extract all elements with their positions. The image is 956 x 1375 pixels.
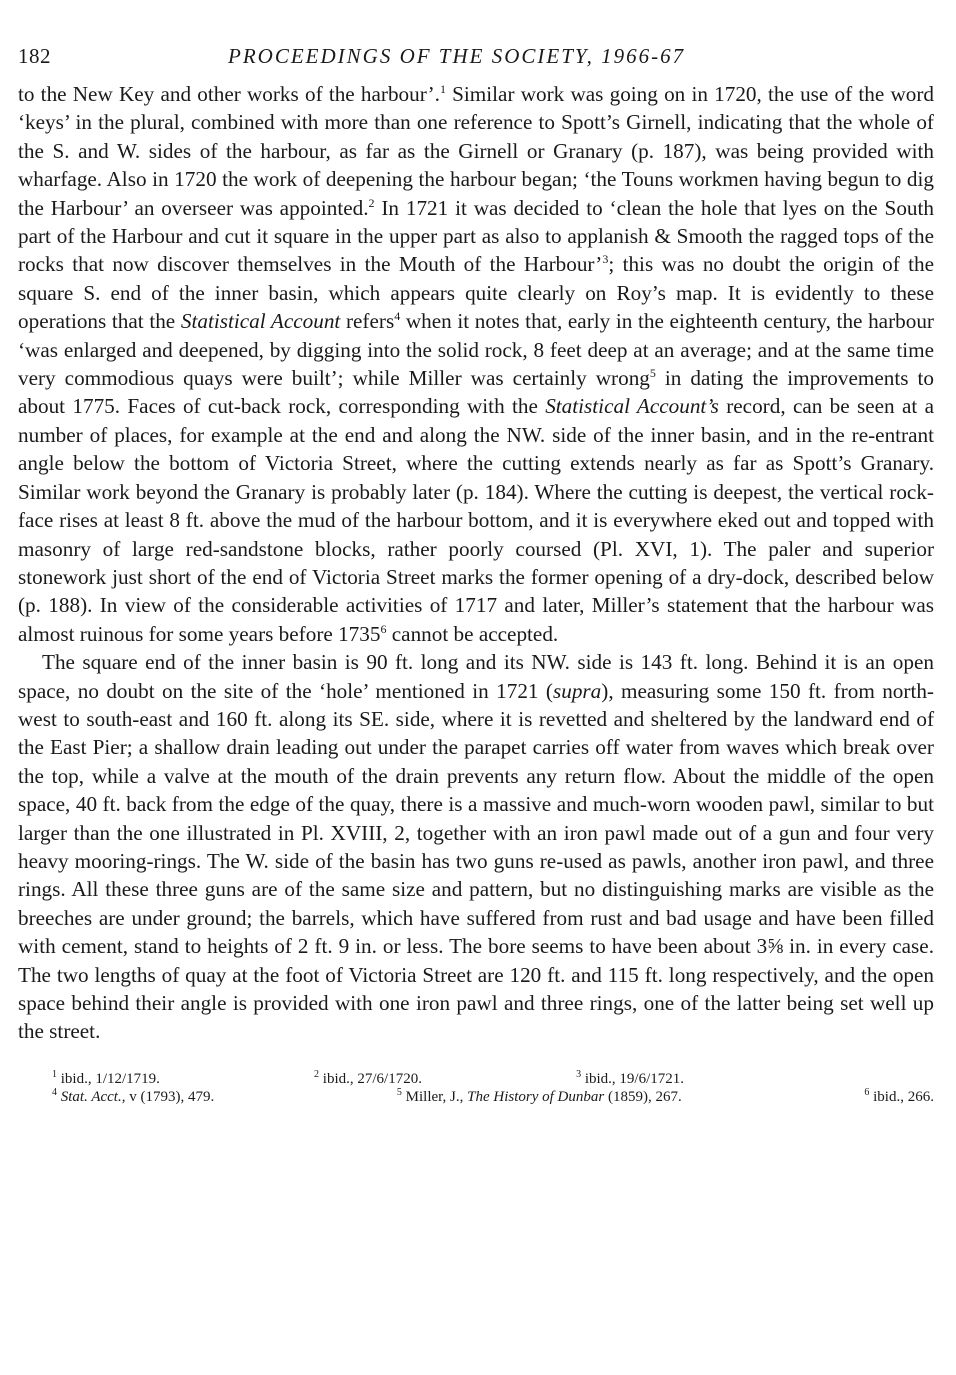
- italic-text: The History of Dunbar: [467, 1088, 605, 1105]
- footnote-ref: 2: [368, 195, 375, 210]
- text-run: ), measuring some 150 ft. from north-west to south-east and 160 ft. along its SE. side, where it is revetted and sheltered by the landward end of the East Pier; a shallow drain leading out under the parapet carries off water from waves which break over the top, while a valve at the mouth of the drain prevents any return flow. About the middle of the open space, 40 ft. back from the edge of the quay, there is a massive and much-worn wooden pawl, similar to but larger than the one illustrated in Pl. XVIII, 2, together with an iron pawl made out of a gun and four very heavy mooring-rings. The W. side of the basin has two guns re-used as pawls, another iron pawl, and three rings. All these three guns are of the same size and pattern, but no distinguishing marks are visible as the breeches are under ground; the barrels, which have suffered from rust and bad usage and have been filled with cement, stand to heights of 2 ft. 9 in. or less. The bore seems to have been about 3⅝ in. in every case. The two lengths of quay at the foot of Victoria Street are 120 ft. and 115 ft. long respectively, and the open space behind their angle is provided with one iron pawl and three rings, one of the latter being set well up the street.: [18, 678, 934, 1044]
- text-run: Similar work was going on in 1720, the use of the word ‘keys’ in the plural, combined with more than one reference to Spott’s Girnell, indicating that the whole of the S. and W. sides of the harbour, as far as the Girnell or Granary (p. 187), was being provided with wharfage. Also in 1720 the work of deepening the harbour began; ‘the Touns workmen having begun to dig the Harbour’ an overseer was appointed.: [18, 82, 934, 220]
- text-run: refers: [340, 309, 395, 334]
- text-run: in dating the improvements to about 1775. Faces of cut-back rock, corresponding with the: [18, 366, 934, 419]
- text-run: , v (1793), 479.: [121, 1088, 215, 1105]
- footnote-ref: 1: [439, 81, 446, 96]
- footnote-ref: 6: [380, 621, 387, 636]
- text-run: when it notes that, early in the eighteenth century, the harbour ‘was enlarged and deepened, by digging into the solid rock, 8 feet deep at an average; and at the same time very commodious quays were built’; while Miller was certainly wrong: [18, 309, 934, 391]
- footnote-number: 4: [52, 1086, 57, 1098]
- text-run: to the New Key and other works of the harbour’.: [18, 82, 440, 106]
- footnote-6: [864, 1088, 934, 1106]
- italic-text: Stat. Acct.: [60, 1088, 122, 1105]
- running-header: [18, 44, 934, 76]
- footnote-2: [314, 1070, 422, 1088]
- body-text: [18, 80, 934, 1046]
- text-run: The square end of the inner basin is 90 ft. long and its NW. side is 143 ft. long. Behind it is an open space, no doubt on the site of the ‘hole’ mentioned in 1721 (: [18, 650, 934, 703]
- text-run: ; this was no doubt the origin of the square S. end of the inner basin, which appears quite clearly on Roy’s map. It is evidently to these operations that the: [18, 252, 934, 334]
- text-run: ibid., 27/6/1720.: [322, 1070, 422, 1087]
- footnote-5: [397, 1088, 682, 1106]
- italic-text: supra: [552, 678, 602, 703]
- text-run: cannot be accepted.: [386, 621, 559, 646]
- paragraph-1: [18, 80, 934, 648]
- footnote-4: [52, 1088, 214, 1106]
- italic-text: Statistical Account: [180, 309, 341, 334]
- footnote-number: 5: [396, 1086, 402, 1098]
- text-run: (1859), 267.: [604, 1088, 682, 1105]
- footnote-ref: 4: [394, 309, 401, 324]
- paragraph-2: [18, 648, 934, 1046]
- italic-text: Statistical Account’s: [545, 394, 719, 419]
- footnote-row-1: [18, 1070, 934, 1088]
- footnote-3: [576, 1070, 684, 1088]
- text-run: ibid., 266.: [873, 1088, 934, 1105]
- text-run: In 1721 it was decided to ‘clean the hole that lyes on the South part of the Harbour and cut it square in the upper part as also to applanish & Smooth the ragged tops of the rocks that now discover themselves in the Mouth of the Harbour’: [18, 195, 934, 277]
- document-page: [18, 44, 934, 1106]
- footnote-number: 2: [314, 1068, 320, 1080]
- footnote-ref: 5: [649, 366, 656, 380]
- footnote-number: 3: [576, 1068, 582, 1080]
- footnote-number: 1: [52, 1068, 57, 1080]
- footnote-number: 6: [864, 1086, 870, 1098]
- footnote-row-2: [18, 1088, 934, 1106]
- text-run: record, can be seen at a number of places, for example at the end and along the NW. side of the inner basin, and in the re-entrant angle below the bottom of Victoria Street, where the cutting extends nearly as far as Spott’s Granary. Similar work beyond the Granary is probably later (p. 184). Where the cutting is deepest, the vertical rock-face rises at least 8 ft. above the mud of the harbour bottom, and it is everywhere eked out and topped with masonry of large red-sandstone blocks, rather poorly coursed (Pl. XVI, 1). The paler and superior stonework just short of the end of Victoria Street marks the former opening of a dry-dock, described below (p. 188). In view of the considerable activities of 1717 and later, Miller’s statement that the harbour was almost ruinous for some years before 1735: [18, 394, 934, 646]
- footnotes: [18, 1070, 934, 1106]
- text-run: ibid., 19/6/1721.: [584, 1070, 684, 1087]
- text-run: ibid., 1/12/1719.: [60, 1070, 160, 1087]
- text-run: Miller, J.,: [405, 1088, 468, 1105]
- page-number: 182: [18, 44, 51, 68]
- footnote-1: [52, 1070, 160, 1088]
- running-title: PROCEEDINGS OF THE SOCIETY, 1966-67: [228, 44, 686, 68]
- footnote-ref: 3: [602, 252, 609, 267]
